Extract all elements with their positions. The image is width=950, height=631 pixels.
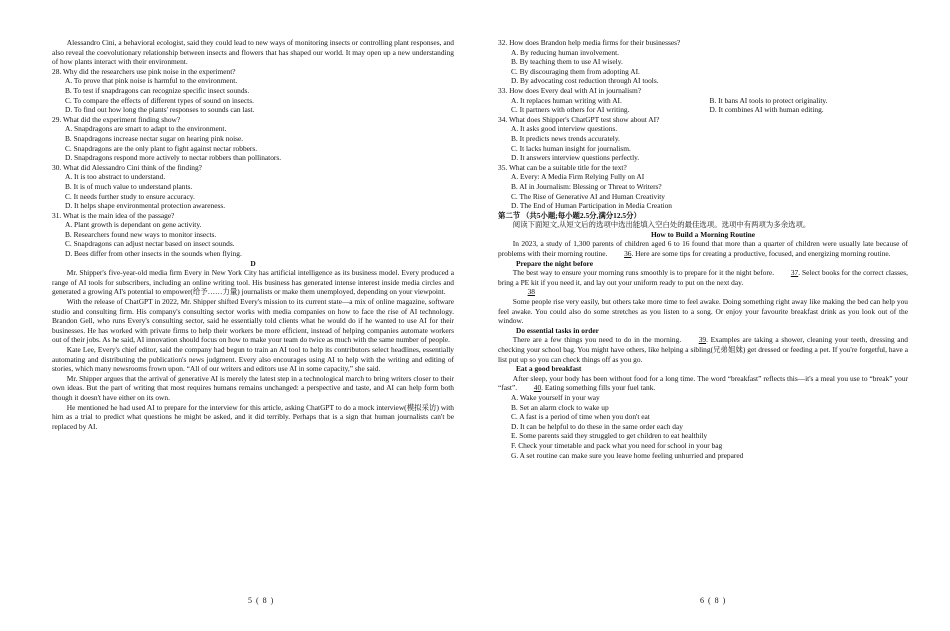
question-stem: 30. What did Alessandro Cini think of the finding? [52,162,202,172]
cloze-choice: C. A fast is a period of time when you don't eat [511,412,650,422]
cloze-paragraph: There are a few things you need to do in the morning. 39. Examples are taking a shower, cleaning your teeth, dressing and checking your school bag. You might have others, like helping a sibling(兄弟姐妹) get dressed or feeding a pet. If you're forgetful, have a list put up so you can check things off as you go. [498,335,908,364]
passage-d-paragraph: With the release of ChatGPT in 2022, Mr. Shipper shifted Every's mission to its current state—a mix of online magazine, software studio and consulting firm. His company's consulting sector works with media companies on how to face the rise of AI technology. Brandon Gell, who runs Every's consulting sector, said he essentially told clients what he would do if he wanted to use AI for their businesses. He has worked with private firms to help their workers be more efficient, instead of helping companies automate workers out of their jobs. As he said, AI innovation should focus on how to make your team do twice as much with the same number of people. [52,297,454,345]
cloze-choice: G. A set routine can make sure you leave home feeling unhurried and prepared [511,450,744,460]
option: C. By discouraging them from adopting AI. [511,66,640,76]
question-28 [52,67,454,115]
cloze-subheading: Eat a good breakfast [516,364,582,374]
question-stem: 28. Why did the researchers use pink noise in the experiment? [52,66,236,76]
option: C. Snapdragons can adjust nectar based on insect sounds. [65,239,235,249]
cloze-choice: E. Some parents said they struggled to get children to eat healthily [511,431,708,441]
cloze-blank-line [498,287,908,297]
passage-d-label: D [250,258,256,268]
option: B. It is of much value to understand plants. [65,181,193,191]
question-stem: 32. How does Brandon help media firms for their businesses? [498,38,681,47]
option: C. It partners with others for AI writing. [511,105,630,115]
blank-36: 36 [624,249,632,259]
option: A. Snapdragons are smart to adapt to the environment. [65,124,227,134]
question-32 [498,38,908,86]
option: C. Snapdragons are the only plant to fight against nectar robbers. [65,143,258,153]
option: A. Every: A Media Firm Relying Fully on AI [511,172,645,182]
passage-c-ending: Alessandro Cini, a behavioral ecologist, said they could lead to new ways of monitoring insects or controlling plant responses, and also reveal the coevolutionary relationship between insects and flowers that has shaped our world. It may open up a new understanding of how plants interact with their environment. [52,38,454,67]
option: D. By advocating cost reduction through AI tools. [511,76,659,86]
cloze-paragraph: The best way to ensure your morning runs smoothly is to prepare for it the night before. 37. Select books for the correct classes, bring a PE kit if you need it, and lay out your uniform ready to put on the next day. [498,268,908,287]
section-instruction: 阅读下面短文,从短文后的选项中选出能填入空白处的最佳选项。选项中有两项为多余选项。 [512,220,811,230]
option: D. The End of Human Participation in Media Creation [511,201,672,211]
option: B. It bans AI tools to protect originality. [709,95,828,105]
question-stem: 34. What does Shipper's ChatGPT test show about AI? [498,114,660,124]
question-33 [498,86,908,115]
cloze-subheading: Prepare the night before [516,258,593,268]
option: A. It is too abstract to understand. [65,172,166,182]
option: B. AI in Journalism: Blessing or Threat to Writers? [511,181,662,191]
blank-37: 37 [790,268,799,278]
option: B. By teaching them to use AI wisely. [511,57,623,67]
option: B. Snapdragons increase nectar sugar on hearing pink noise. [65,133,244,143]
option: B. Researchers found new ways to monitor insects. [65,229,217,239]
question-30 [52,163,454,211]
option-row [498,105,908,115]
option: A. By reducing human involvement. [511,47,619,57]
page-number-left: 5 ( 8 ) [248,596,275,605]
cloze-title: How to Build a Morning Routine [650,229,756,239]
question-31 [52,211,454,259]
cloze-paragraph: After sleep, your body has been without food for a long time. The word “breakfast” reflects this—it's a meal you use to “break” your “fast”. 40. Eating something fills your fuel tank. [498,373,908,393]
right-page [498,38,908,460]
option: D. It combines AI with human editing. [709,105,824,115]
cloze-choice: A. Wake yourself in your way [511,392,600,402]
option: D. It answers interview questions perfectly. [511,153,640,163]
left-page [52,38,454,431]
option: A. It asks good interview questions. [511,124,618,134]
blank-38: 38 [527,287,535,297]
option: A. Plant growth is dependant on gene activity. [65,220,202,230]
cloze-choice: F. Check your timetable and pack what you need for school in your bag [511,440,723,450]
option-row [498,96,908,106]
cloze-choice: D. It can be helpful to do these in the same order each day [511,421,683,431]
question-35 [498,163,908,211]
passage-d-paragraph: Kate Lee, Every's chief editor, said the company had begun to train an AI tool to help its contributors select headlines, essentially automating and distributing the publication's news judgment. Every also encourages using AI to help with the writing and editing of stories, which many newsrooms frown upon. “All of our writers and editors use AI in some capacity,” she said. [52,345,454,374]
page-number-right: 6 ( 8 ) [700,596,727,605]
cloze-subheading: Do essential tasks in order [516,325,599,335]
option: D. Bees differ from other insects in the sounds when flying. [65,249,242,259]
option: C. The Rise of Generative AI and Human Creativity [511,191,666,201]
blank-40: 40 [533,383,542,393]
question-stem: 29. What did the experiment finding show? [52,114,181,124]
cloze-paragraph: In 2023, a study of 1,300 parents of children aged 6 to 16 found that more than a quarter of children were usually late because of problems with their morning routine. 36. Here are some tips for creating a productive, focused, and energizing morning routine. [498,239,908,259]
option: A. It replaces human writing with AI. [511,95,622,105]
option: C. It lacks human insight for journalism. [511,143,631,153]
question-stem: 35. What can be a suitable title for the text? [498,162,627,172]
question-34 [498,115,908,163]
option: B. To test if snapdragons can recognize specific insect sounds. [65,85,250,95]
passage-d-paragraph: He mentioned he had used AI to prepare for the interview for this article, asking ChatGPT to do a mock interview(模拟采访) with him as a trial to predict what questions he might be asked, and it did terribly. Perhaps that is a sign that human journalists can't be replaced by AI. [52,402,454,431]
passage-d-paragraph: Mr. Shipper argues that the arrival of generative AI is merely the latest step in a technological march to bring writers closer to their own ideas. But the part of writing that most requires humans remains unchanged: a perspective and taste, and AI can help form both though it doesn't have either on its own. [52,373,454,402]
question-29 [52,115,454,163]
question-stem: 33. How does Every deal with AI in journalism? [498,85,642,95]
option: A. To prove that pink noise is harmful to the environment. [65,76,238,86]
section-heading: 第二节 （共5小题;每小题2.5分,满分12.5分） [498,210,641,220]
cloze-paragraph: Some people rise very easily, but others take more time to feel awake. Doing something right away like making the bed can help you feel awake. You could also do some stretches as you listen to a song. Or enjoy your favourite breakfast drink as you look out of the window. [498,297,908,326]
passage-d-paragraph: Mr. Shipper's five-year-old media firm Every in New York City has artificial intelligence as its business model. Every produced a range of AI tools for subscribers, including an online writing tool. His business has generated intense interest inside media circles and generated a growing AI's potential to empower(给予……力量) journalists or make them unemployed, depending on your viewpoint. [52,268,454,297]
option: D. It helps shape environmental protection awareness. [65,201,226,211]
blank-39: 39 [698,335,707,345]
option: D. To find out how long the plants' responses to sounds can last. [65,105,255,115]
question-stem: 31. What is the main idea of the passage? [52,210,175,220]
option: B. It predicts news trends accurately. [511,133,620,143]
option: C. To compare the effects of different types of sound on insects. [65,95,254,105]
option: C. It needs further study to ensure accuracy. [65,191,195,201]
cloze-choice: B. Set an alarm clock to wake up [511,402,609,412]
option: D. Snapdragons respond more actively to nectar robbers than pollinators. [65,153,282,163]
